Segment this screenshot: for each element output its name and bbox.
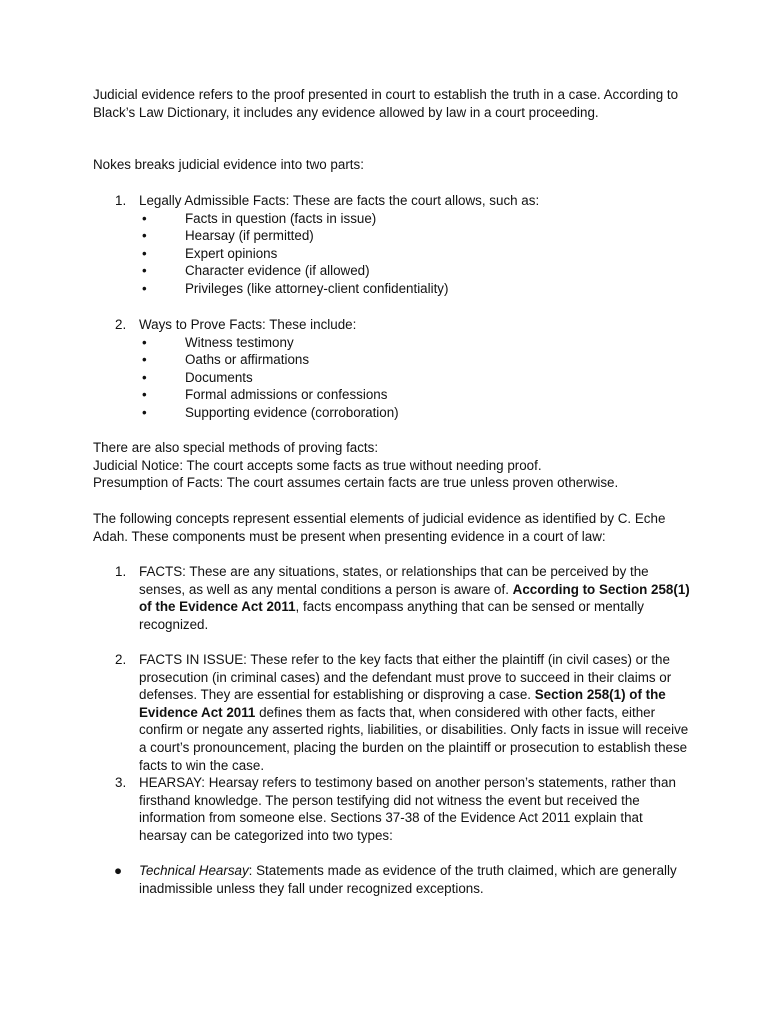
intro-paragraph: Judicial evidence refers to the proof presented in court to establish the truth in a case. According to Black’s Law Dictionary, it includes any evidence allowed by law in a court proceeding. bbox=[93, 87, 679, 120]
bullet-icon: • bbox=[142, 352, 147, 368]
list-number: 3. bbox=[115, 775, 127, 791]
list-item bbox=[93, 192, 693, 210]
bullet-icon: • bbox=[142, 369, 147, 385]
technical-hearsay-label: Technical Hearsay bbox=[139, 863, 249, 878]
bullet-icon: • bbox=[142, 210, 147, 226]
bullet-text: Facts in question (facts in issue) bbox=[185, 210, 377, 226]
bullet-item bbox=[93, 351, 693, 369]
bullet-item bbox=[93, 245, 693, 263]
bullet-text: Character evidence (if allowed) bbox=[185, 263, 370, 279]
bullet-text: Hearsay (if permitted) bbox=[185, 228, 314, 244]
facts-citation: According to Section 258(1) of the Evidence Act 2011 bbox=[139, 581, 690, 615]
bullet-icon: • bbox=[142, 387, 147, 403]
bullet-item bbox=[93, 404, 693, 422]
bullet-icon: • bbox=[142, 263, 147, 279]
list-number: 2. bbox=[115, 317, 127, 332]
judicial-notice-line: Judicial Notice: The court accepts some facts as true without needing proof. bbox=[93, 457, 542, 473]
technical-hearsay-item bbox=[93, 862, 693, 897]
facts-in-issue-citation: Section 258(1) of the Evidence Act 2011 bbox=[139, 687, 666, 720]
hearsay-text: HEARSAY: Hearsay refers to testimony based on another person’s statements, rather than firsthand knowledge. The person testifying did not witness the event but received the information from someone else. Sections 37-38 of the Evidence Act 2011 explain that hearsay can be categorized into two types: bbox=[139, 775, 676, 843]
special-methods-heading: There are also special methods of proving facts: bbox=[93, 440, 379, 455]
bullet-item bbox=[93, 386, 693, 404]
presumption-line: Presumption of Facts: The court assumes certain facts are true unless proven otherwise. bbox=[93, 475, 619, 491]
facts-in-issue-text-end: defines them as facts that, when considered with other facts, either confirm or negate any asserted rights, liabilities, or disabilities. Only facts in issue will receive a court’s pronouncement, placing the burden on the plaintiff or prosecution to establish these facts to win the case. bbox=[139, 704, 689, 773]
facts-text-end: , facts encompass anything that can be sensed or mentally recognized. bbox=[139, 599, 644, 632]
bullet-icon: ● bbox=[114, 863, 123, 878]
bullet-text: Witness testimony bbox=[185, 334, 294, 350]
special-methods bbox=[93, 439, 693, 492]
bullet-text: Oaths or affirmations bbox=[185, 352, 310, 368]
technical-hearsay-text: : Statements made as evidence of the truth claimed, which are generally inadmissible unless they fall under recognized exceptions. bbox=[139, 863, 677, 896]
list-item-title: Legally Admissible Facts: These are facts the court allows, such as: bbox=[139, 193, 540, 208]
list-number: 1. bbox=[115, 193, 127, 208]
bullet-item bbox=[93, 227, 693, 245]
bullet-text: Supporting evidence (corroboration) bbox=[185, 404, 399, 420]
bullet-icon: • bbox=[142, 228, 147, 244]
list-item-facts-in-issue bbox=[93, 651, 693, 774]
bullet-icon: • bbox=[142, 245, 147, 261]
bullet-item bbox=[93, 262, 693, 280]
concepts-list bbox=[93, 563, 693, 845]
facts-in-issue-text: FACTS IN ISSUE: These refer to the key facts that either the plaintiff (in civil cases) or the prosecution (in criminal cases) and the defendant must prove to succeed in their claims or defenses. They are essential for establishing or disproving a case. bbox=[139, 651, 672, 703]
bullet-item bbox=[93, 334, 693, 352]
parts-list-2 bbox=[93, 316, 693, 422]
concepts-intro: The following concepts represent essential elements of judicial evidence as identified by C. Eche Adah. These components must be present when presenting evidence in a court of law: bbox=[93, 511, 666, 544]
facts-text: FACTS: These are any situations, states, or relationships that can be perceived by the senses, as well as any mental conditions a person is aware of. bbox=[139, 564, 649, 597]
bullet-icon: • bbox=[142, 334, 147, 350]
list-number: 2. bbox=[115, 651, 127, 667]
bullet-text: Expert opinions bbox=[185, 245, 278, 261]
bullet-text: Privileges (like attorney-client confidentiality) bbox=[185, 280, 449, 296]
bullet-text: Documents bbox=[185, 369, 253, 385]
bullet-item bbox=[93, 210, 693, 228]
list-item-title: Ways to Prove Facts: These include: bbox=[139, 317, 357, 332]
list-item-facts bbox=[93, 563, 693, 633]
list-item-hearsay bbox=[93, 774, 693, 844]
bullet-item bbox=[93, 369, 693, 387]
bullet-text: Formal admissions or confessions bbox=[185, 387, 388, 403]
list-item bbox=[93, 316, 693, 334]
parts-list-1 bbox=[93, 192, 693, 298]
bullet-icon: • bbox=[142, 280, 147, 296]
list-number: 1. bbox=[115, 564, 127, 579]
bullet-item bbox=[93, 280, 693, 298]
nokes-paragraph: Nokes breaks judicial evidence into two parts: bbox=[93, 157, 364, 172]
bullet-icon: • bbox=[142, 404, 147, 420]
